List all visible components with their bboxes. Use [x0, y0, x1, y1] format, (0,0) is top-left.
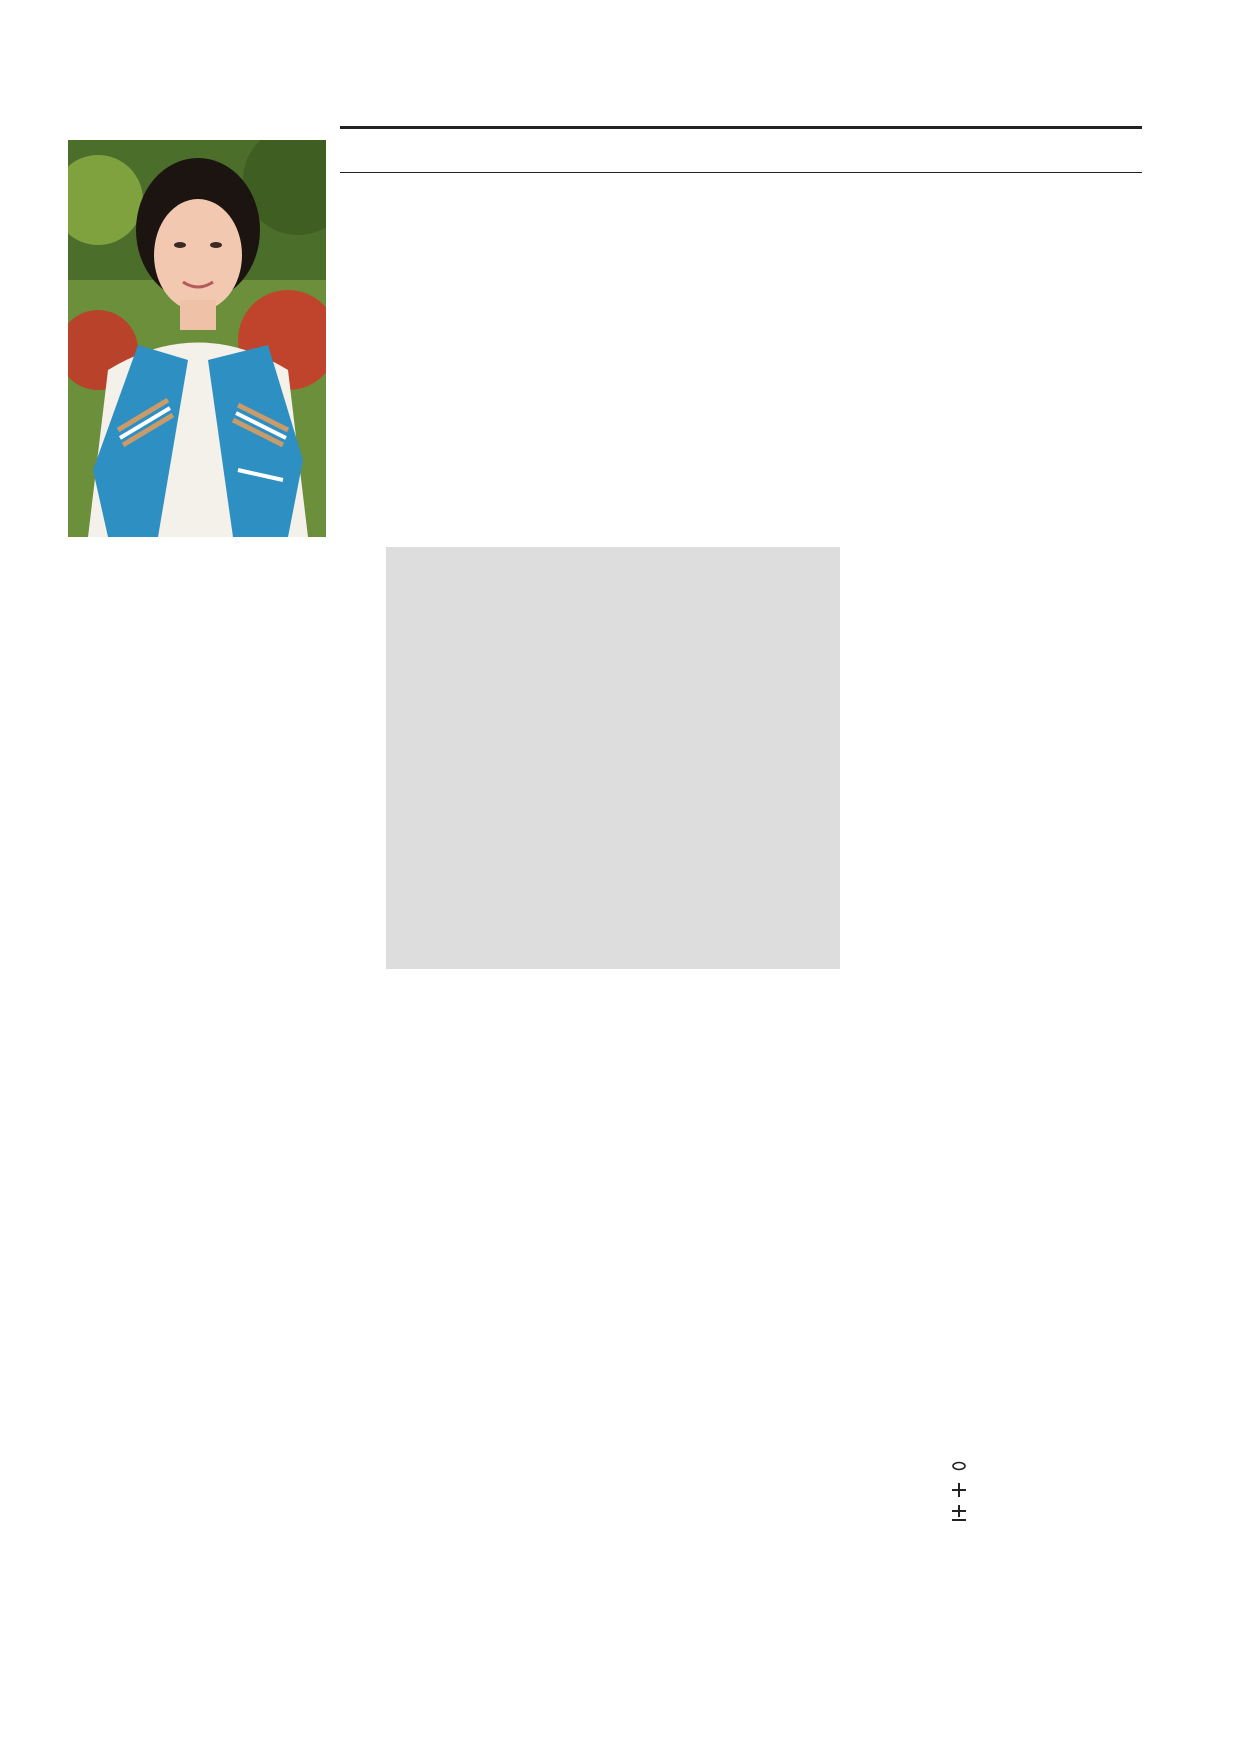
crochet-scheme [346, 1030, 866, 1570]
sample-photo [386, 547, 840, 969]
scarf-layout-diagram [896, 284, 1134, 1111]
single-square-diagram [950, 1185, 1063, 1298]
legend-item-relief-sc [951, 1504, 973, 1526]
plus-icon [951, 1482, 967, 1502]
header-underline [340, 172, 1142, 173]
instructions-column [72, 578, 330, 636]
model-photo [68, 140, 326, 537]
legend-item-sc [951, 1482, 973, 1502]
legend-item-chain [951, 1460, 973, 1475]
chain-oval-icon [951, 1460, 967, 1475]
plus-underline-icon [951, 1504, 967, 1526]
header-rule [340, 126, 1142, 129]
